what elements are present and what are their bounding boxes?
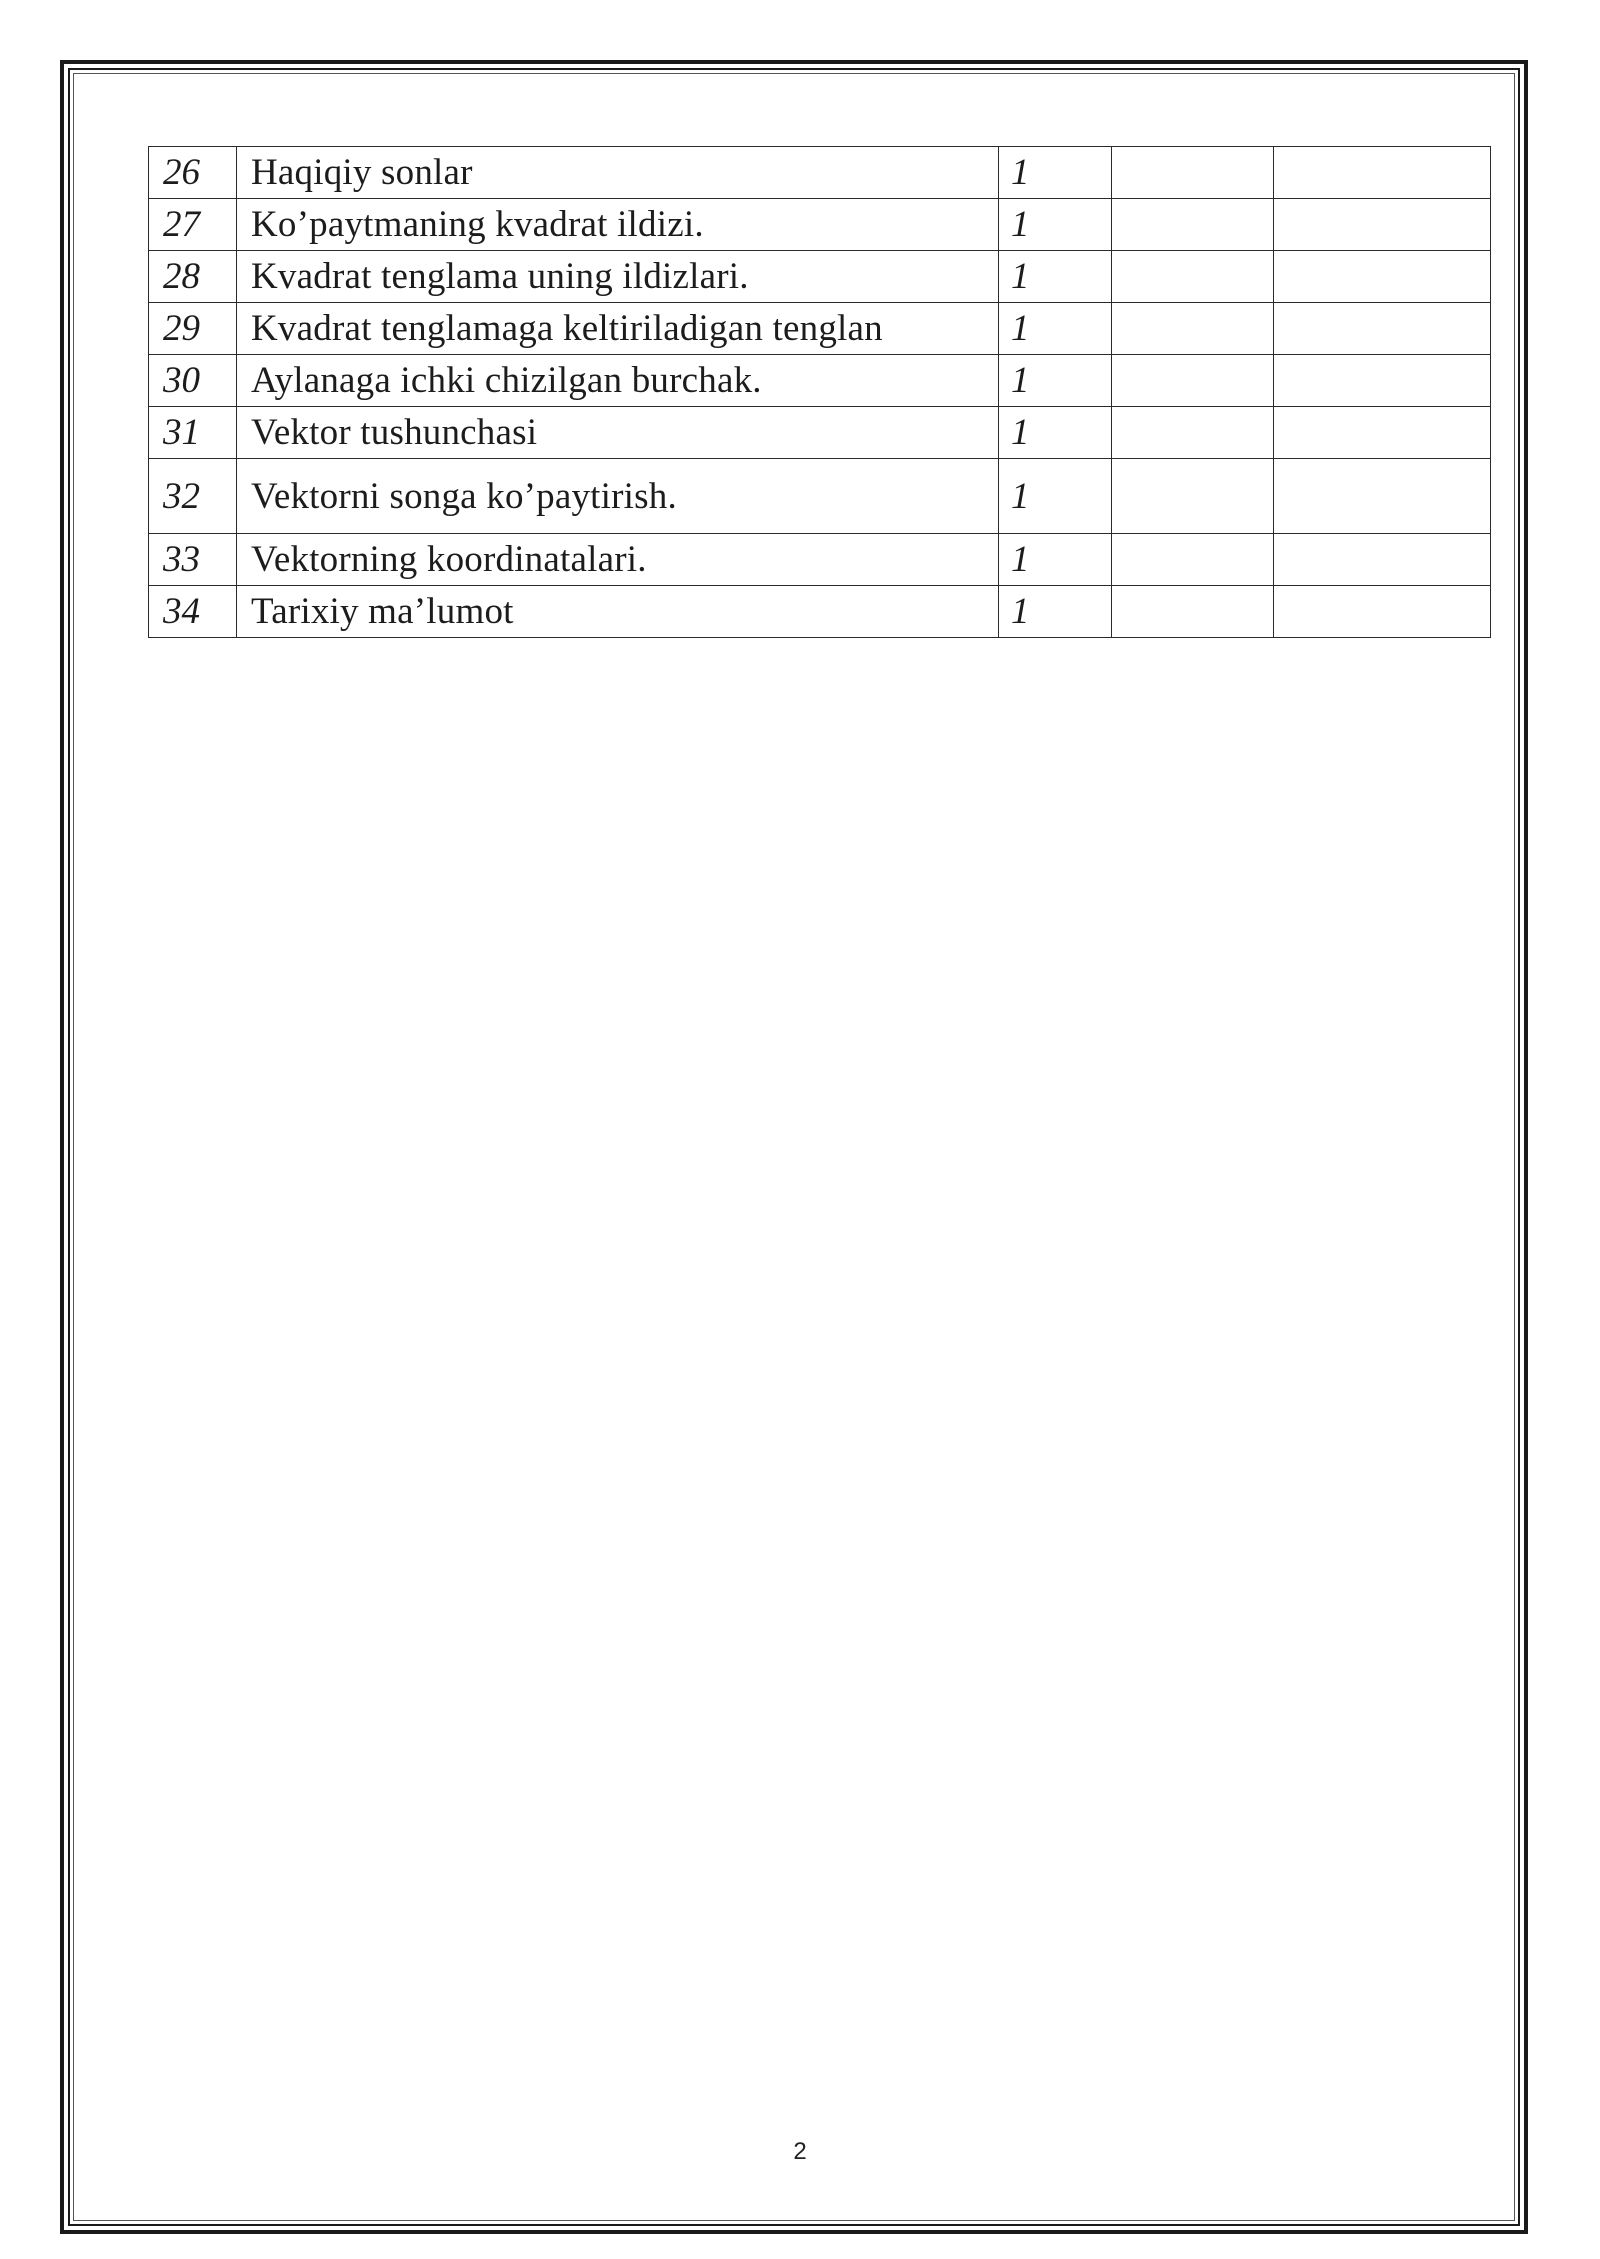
lesson-topic: Tarixiy ma’lumot — [237, 586, 999, 638]
lesson-topic: Haqiqiy sonlar — [237, 147, 999, 199]
lesson-note-cell — [1274, 147, 1491, 199]
lesson-number: 26 — [149, 147, 237, 199]
table-row — [149, 199, 1491, 251]
table-row — [149, 303, 1491, 355]
lesson-note-cell — [1274, 303, 1491, 355]
lesson-hours: 1 — [999, 534, 1112, 586]
table-row — [149, 147, 1491, 199]
lesson-date-cell — [1112, 534, 1274, 586]
lesson-topic: Ko’paytmaning kvadrat ildizi. — [237, 199, 999, 251]
table-row — [149, 459, 1491, 534]
table-row — [149, 251, 1491, 303]
lesson-date-cell — [1112, 355, 1274, 407]
lesson-hours: 1 — [999, 251, 1112, 303]
lesson-number: 33 — [149, 534, 237, 586]
lesson-topic: Aylanaga ichki chizilgan burchak. — [237, 355, 999, 407]
table-row — [149, 534, 1491, 586]
lesson-note-cell — [1274, 407, 1491, 459]
lesson-hours: 1 — [999, 303, 1112, 355]
lesson-date-cell — [1112, 251, 1274, 303]
lesson-hours: 1 — [999, 586, 1112, 638]
lesson-date-cell — [1112, 147, 1274, 199]
lesson-note-cell — [1274, 586, 1491, 638]
lesson-hours: 1 — [999, 147, 1112, 199]
lesson-date-cell — [1112, 586, 1274, 638]
lesson-hours: 1 — [999, 199, 1112, 251]
lesson-note-cell — [1274, 251, 1491, 303]
lesson-date-cell — [1112, 199, 1274, 251]
lesson-topic: Vektorni songa ko’paytirish. — [237, 459, 999, 534]
lesson-date-cell — [1112, 459, 1274, 534]
lesson-date-cell — [1112, 407, 1274, 459]
lesson-topic: Vektorning koordinatalari. — [237, 534, 999, 586]
lesson-plan-table — [148, 146, 1491, 638]
lesson-note-cell — [1274, 199, 1491, 251]
lesson-number: 28 — [149, 251, 237, 303]
lesson-number: 31 — [149, 407, 237, 459]
lesson-number: 34 — [149, 586, 237, 638]
page-number: 2 — [793, 2138, 807, 2165]
lesson-topic: Kvadrat tenglama uning ildizlari. — [237, 251, 999, 303]
lesson-number: 29 — [149, 303, 237, 355]
table-row — [149, 407, 1491, 459]
table-row — [149, 355, 1491, 407]
lesson-number: 32 — [149, 459, 237, 534]
lesson-hours: 1 — [999, 407, 1112, 459]
lesson-note-cell — [1274, 355, 1491, 407]
lesson-topic: Kvadrat tenglamaga keltiriladigan tenglan — [237, 303, 999, 355]
lesson-number: 27 — [149, 199, 237, 251]
lesson-number: 30 — [149, 355, 237, 407]
lesson-date-cell — [1112, 303, 1274, 355]
table-row — [149, 586, 1491, 638]
lesson-hours: 1 — [999, 355, 1112, 407]
lesson-hours: 1 — [999, 459, 1112, 534]
lesson-note-cell — [1274, 534, 1491, 586]
lesson-topic: Vektor tushunchasi — [237, 407, 999, 459]
lesson-note-cell — [1274, 459, 1491, 534]
